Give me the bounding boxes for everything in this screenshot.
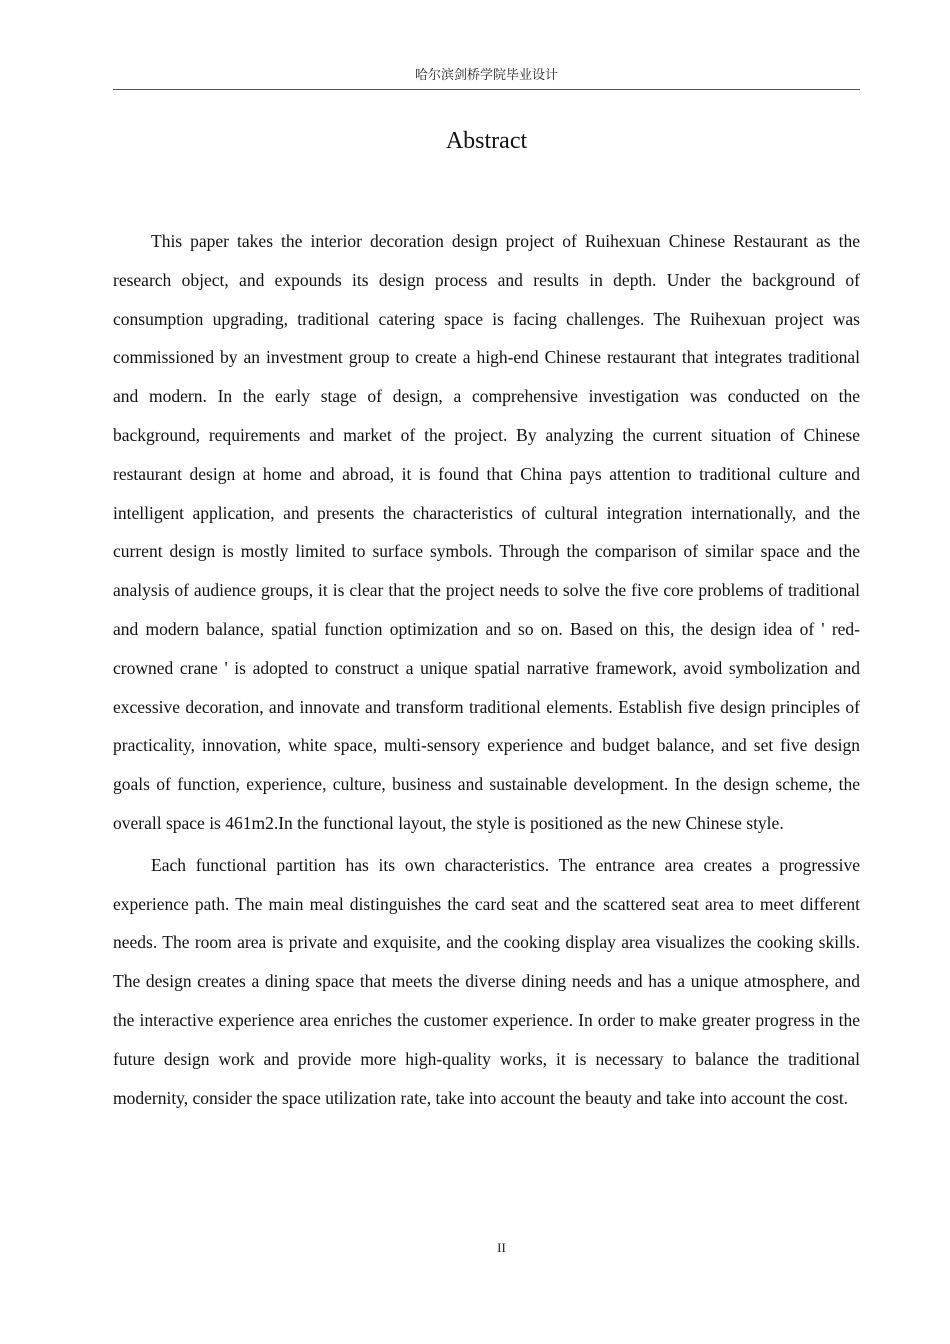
running-header: 哈尔滨剑桥学院毕业设计: [414, 68, 558, 83]
abstract-title: Abstract: [445, 128, 528, 154]
header-divider: [113, 89, 860, 90]
abstract-paragraph-2: Each functional partition has its own characteristics. The entrance area creates a progressive experience path. The main meal distinguishes the card seat and the scattered seat area to meet different needs. The room area is private and exquisite, and the cooking display area visualizes the cooking skills. The design creates a dining space that meets the diverse dining needs and has a unique atmosphere, and the interactive experience area enriches the customer experience. In order to make greater progress in the future design work and provide more high-quality works, it is necessary to balance the traditional modernity, consider the space utilization rate, take into account the beauty and take into account the cost.: [113, 854, 860, 1108]
abstract-paragraph-1: This paper takes the interior decoration design project of Ruihexuan Chinese Restaurant as the research object, and expounds its design process and results in depth. Under the background of consumption upgrading, traditional catering space is facing challenges. The Ruihexuan project was commissioned by an investment group to create a high-end Chinese restaurant that integrates traditional and modern. In the early stage of design, a comprehensive investigation was conducted on the background, requirements and market of the project. By analyzing the current situation of Chinese restaurant design at home and abroad, it is found that China pays attention to traditional culture and intelligent application, and presents the characteristics of cultural integration internationally, and the current design is mostly limited to surface symbols. Through the comparison of similar space and the analysis of audience groups, it is clear that the project needs to solve the five core problems of traditional and modern balance, spatial function optimization and so on. Based on this, the design idea of ' red-crowned crane ' is adopted to construct a unique spatial narrative framework, avoid symbolization and excessive decoration, and innovate and transform traditional elements. Establish five design principles of practicality, innovation, white space, multi-sensory experience and budget balance, and set five design goals of function, experience, culture, business and sustainable development. In the design scheme, the overall space is 461m2.In the functional layout, the style is positioned as the new Chinese style.: [113, 231, 860, 833]
abstract-body: [113, 222, 860, 1120]
page-number: II: [497, 1240, 506, 1255]
